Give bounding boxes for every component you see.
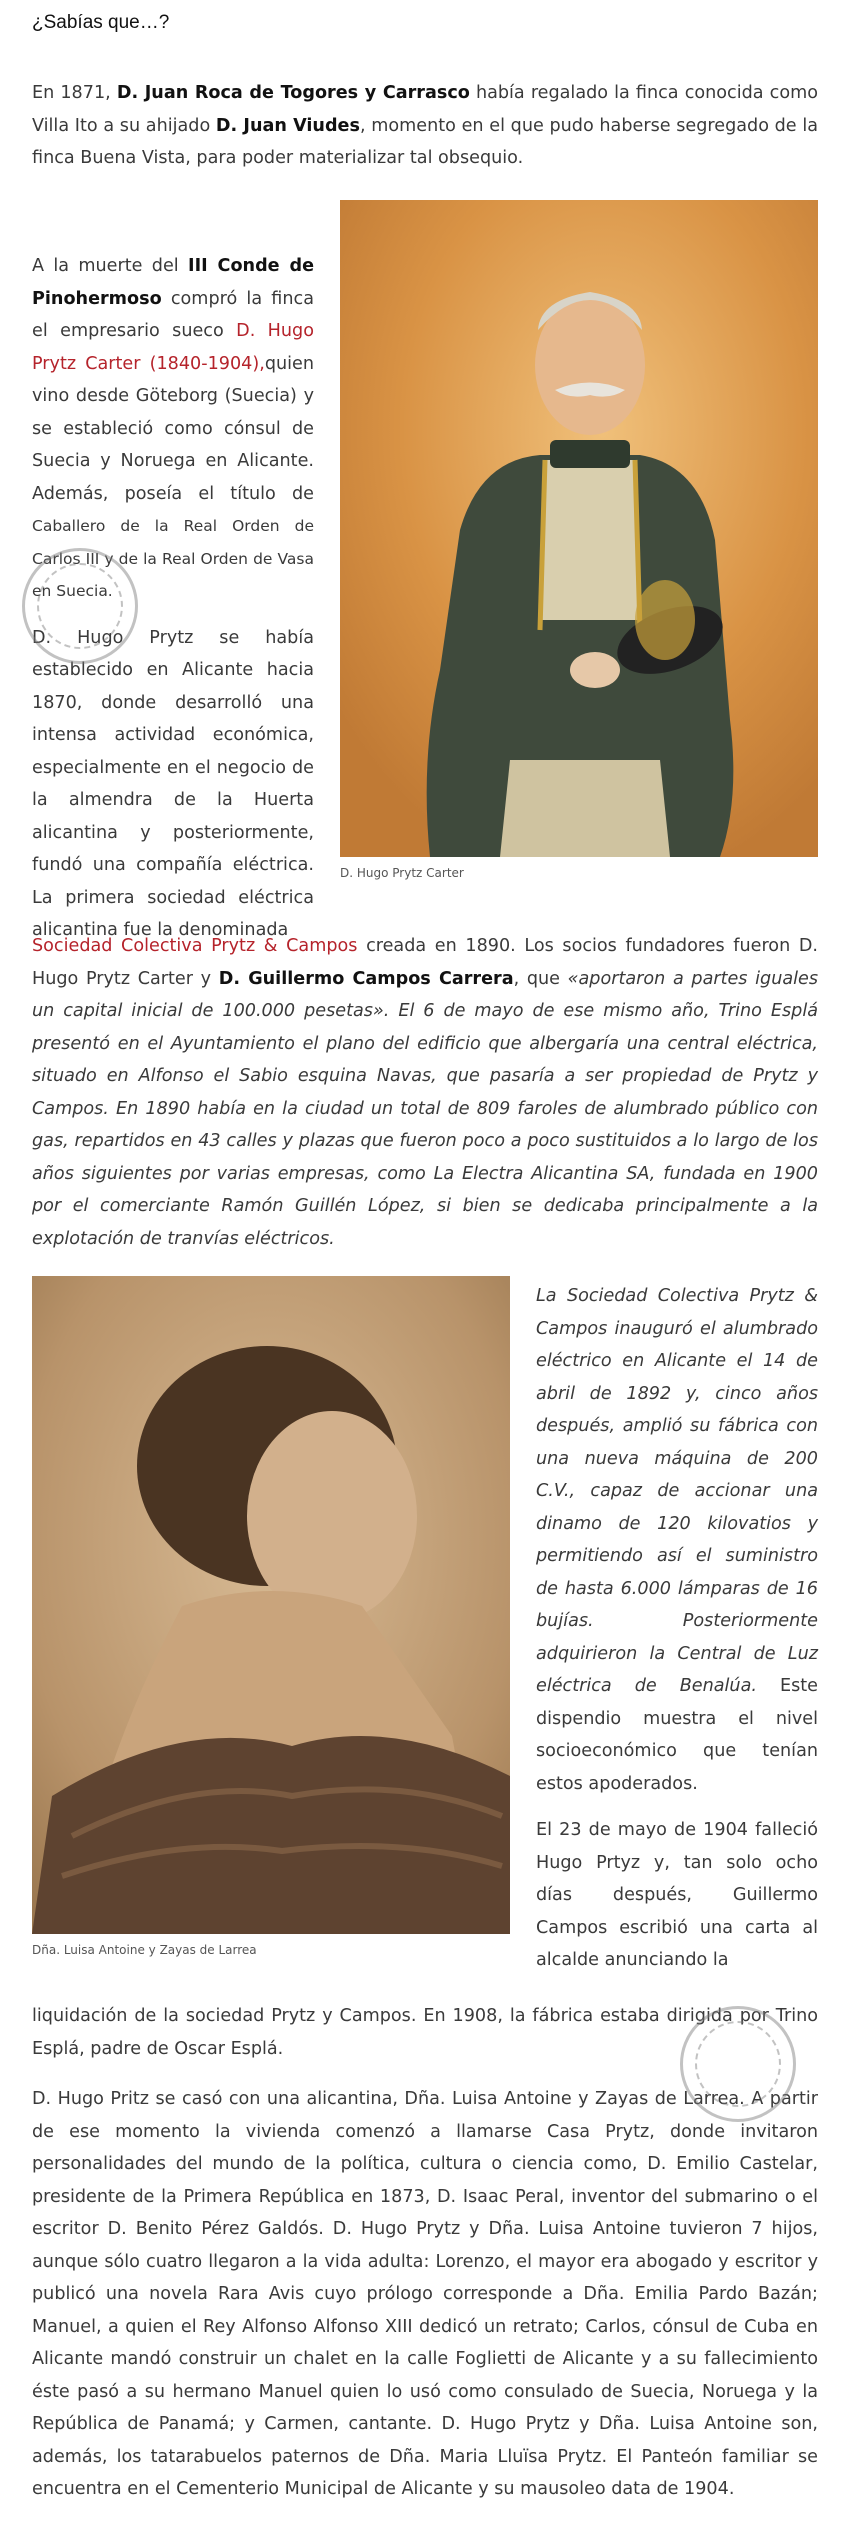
intro-paragraph [32, 77, 818, 175]
prytz-caption: D. Hugo Prytz Carter [340, 866, 464, 880]
sociedad-quote: «aportaron a partes iguales un capital inicial de 100.000 pesetas». El 6 de mayo de ese mismo año, Trino Esplá presentó en el Ayuntamiento el plano del edificio que albergaría una central eléctrica, situado en Alfonso el Sabio esquina Navas, que pasaría a ser propiedad de Prytz y Campos. En 1890 había en la ciudad un total de 809 faroles de alumbrado público con gas, repartidos en 43 calles y plazas que fueron poco a poco sustituidos a lo largo de los años siguientes por varias empresas, como La Electra Alicantina SA, fundada en 1900 por el comerciante Ramón Guillén López, si bien se dedicaba principalmente a la explotación de tranvías eléctricos. [32, 968, 819, 1249]
prytz-link[interactable]: D. Hugo Prytz Carter (1840-1904), [32, 321, 314, 374]
familia-paragraph: D. Hugo Pritz se casó con una alicantina, Dña. Luisa Antoine y Zayas de Larrea. A partir de ese momento la vivienda comenzó a llamarse Casa Prytz, donde invitaron personalidades del mundo de la política, cultura o ciencia como, D. Emilio Castelar, presidente de la Primera República en 1873, D. Isaac Peral, inventor del submarino o el escritor D. Benito Pérez Galdós. D. Hugo Prytz y Dña. Luisa Antoine tuvieron 7 hijos, aunque sólo cuatro llegaron a la vida adulta: Lorenzo, el mayor era abogado y escritor y publicó una novela Rara Avis cuyo prólogo corresponde a Dña. Emilia Pardo Bazán; Manuel, a quien el Rey Alfonso Alfonso XIII dedicó un retrato; Carlos, cónsul de Cuba en Alicante mandó construir un chalet en la calle Foglietti de Alicante y a su fallecimiento éste pasó a su hermano Manuel quien lo usó como consulado de Suecia, Noruega y la República de Panamá; y Carmen, cantante. D. Hugo Prytz y Dña. Luisa Antoine son, además, los tatarabuelos paternos de Dña. Maria Lluïsa Prytz. El Panteón familiar se encuentra en el Cementerio Municipal de Alicante y su mausoleo data de 1904. [32, 2089, 818, 2499]
intro-text: había regalado la finca conocida como Villa Ito a su ahijado [32, 83, 818, 136]
left-text: quien vino desde Göteborg (Suecia) y se estableció como cónsul de Suecia y Noruega en Alicante. Además, poseía el título de [32, 353, 314, 504]
alumbrado-paragraph [536, 1280, 818, 1800]
conde-name: III Conde de Pinohermoso [32, 256, 314, 309]
watermark-stamp [680, 2006, 796, 2122]
luisa-portrait-image [32, 1276, 510, 1934]
campos-name: D. Guillermo Campos Carrera [218, 968, 514, 989]
luisa-figure [32, 1276, 510, 1957]
fallecimiento-paragraph: El 23 de mayo de 1904 falleció Hugo Prtyz y, tan solo ocho días después, Guillermo Campos escribió una carta al alcalde anunciando la [536, 1820, 818, 1970]
orden-text: Caballero de la Real Orden de Carlos III y de la Real Orden de Vasa en Suecia. [32, 517, 314, 600]
left-text: A la muerte del [32, 256, 189, 276]
prytz-alicante-paragraph: D. Hugo Prytz se había establecido en Alicante hacia 1870, donde desarrolló una intensa actividad económica, especialmente en el negocio de la almendra de la Huerta alicantina y posteriormente, fundó una compañía eléctrica. La primera sociedad eléctrica alicantina fue la denominada [32, 627, 314, 940]
sociedad-link[interactable]: Sociedad Colectiva Prytz & Campos [32, 936, 358, 956]
intro-name-viudes: D. Juan Viudes [215, 115, 360, 136]
luisa-caption: Dña. Luisa Antoine y Zayas de Larrea [32, 1943, 257, 1957]
intro-name-roca: D. Juan Roca de Togores y Carrasco [116, 83, 470, 103]
sociedad-paragraph [32, 930, 818, 1255]
intro-text: En 1871, [32, 83, 117, 103]
section-heading: ¿Sabías que…? [32, 12, 170, 33]
left-text: compró la finca el empresario sueco [32, 288, 314, 341]
sociedad-text: creada en 1890. Los socios fundadores fueron D. Hugo Prytz Carter y [32, 936, 818, 989]
sociedad-text: , que [513, 968, 568, 989]
prytz-figure [340, 200, 818, 880]
alumbrado-text: La Sociedad Colectiva Prytz & Campos inauguró el alumbrado eléctrico en Alicante el 14 de abril de 1892 y, cinco años después, amplió su fábrica con una nueva máquina de 200 C.V., capaz de accionar una dinamo de 120 kilovatios y permitiendo así el suministro de hasta 6.000 lámparas de 16 bujías. Posteriormente adquirieron la Central de Luz eléctrica de Benalúa. [536, 1286, 818, 1696]
dispendio-text: Este dispendio muestra el nivel socioeconómico que tenían estos apoderados. [536, 1676, 818, 1794]
watermark-stamp [22, 548, 138, 664]
right-text-column [536, 1280, 818, 1991]
prytz-portrait-image [340, 200, 818, 857]
intro-text: , momento en el que pudo haberse segregado de la finca Buena Vista, para poder materializar tal obsequio. [32, 115, 818, 168]
liquidacion-paragraph: liquidación de la sociedad Prytz y Campos. En 1908, la fábrica estaba dirigida por Trino Esplá, padre de Oscar Esplá. [32, 2006, 818, 2059]
